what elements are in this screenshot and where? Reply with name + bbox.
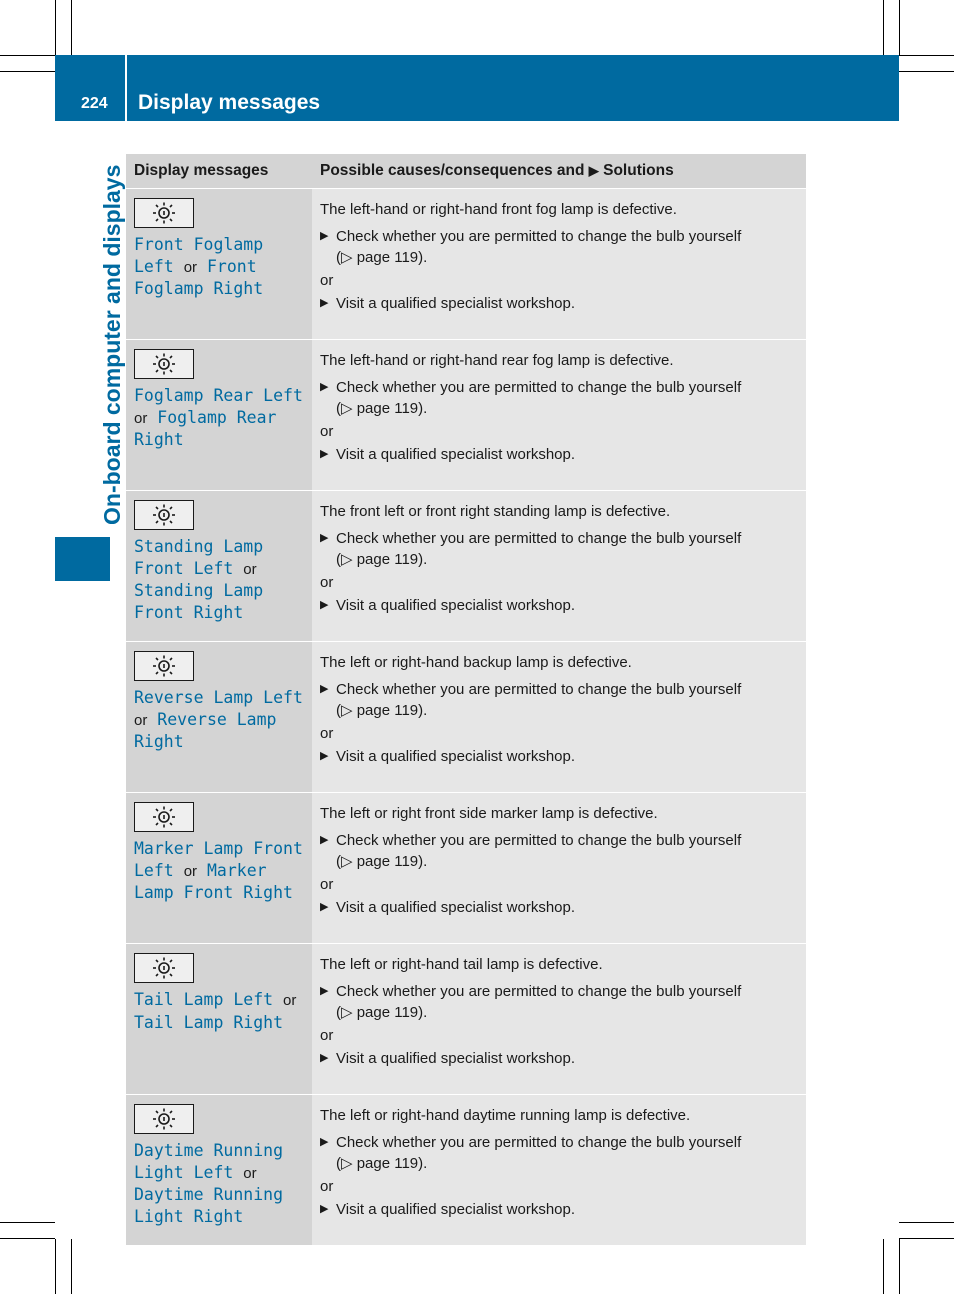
causes-solutions-cell <box>312 793 806 944</box>
message-primary: Foglamp Rear Left <box>134 386 303 405</box>
column-header-display-messages: Display messages <box>126 154 312 189</box>
cause-text: The left or right-hand tail lamp is defective. <box>320 956 603 973</box>
causes-solutions-cell <box>312 189 806 340</box>
step-arrow-icon: ▶ <box>320 381 329 393</box>
page-reference-link[interactable]: (▷ page 119). <box>336 400 428 417</box>
display-message-cell <box>126 189 312 340</box>
step-text <box>336 528 741 570</box>
cause-text: The left or right front side marker lamp is defective. <box>320 805 658 822</box>
header-divider <box>125 55 127 121</box>
message-primary: Reverse Lamp Left <box>134 688 303 707</box>
crop-mark <box>0 1238 55 1239</box>
or-text: or <box>320 1027 334 1044</box>
or-text: or <box>320 272 334 289</box>
table-row <box>126 642 806 793</box>
table-row <box>126 340 806 491</box>
solution-step <box>320 981 796 1023</box>
message-or: or <box>243 560 257 578</box>
crop-mark <box>0 71 55 72</box>
crop-mark <box>899 0 900 55</box>
step-arrow-icon: ▶ <box>320 448 329 460</box>
step-text <box>336 1132 741 1174</box>
message-primary: Marker Lamp Front Left <box>134 839 303 880</box>
step-arrow-icon: ▶ <box>320 532 329 544</box>
solution-step <box>320 528 796 570</box>
causes-solutions-cell <box>312 642 806 793</box>
display-message-cell <box>126 491 312 642</box>
message-text <box>134 838 304 904</box>
step-arrow-icon: ▶ <box>320 297 329 309</box>
column-header-causes-solutions <box>312 154 806 189</box>
page-reference-link[interactable]: (▷ page 119). <box>336 702 428 719</box>
step-arrow-icon: ▶ <box>320 985 329 997</box>
or-text: or <box>320 1178 334 1195</box>
message-alternate: Daytime Running Light Right <box>134 1185 284 1226</box>
causes-solutions-cell <box>312 1095 806 1246</box>
message-text <box>134 1140 304 1227</box>
causes-solutions-cell <box>312 340 806 491</box>
message-text <box>134 234 304 300</box>
display-message-cell <box>126 340 312 491</box>
table-row <box>126 491 806 642</box>
chapter-tab <box>55 537 110 581</box>
message-text <box>134 385 304 451</box>
message-or: or <box>134 409 148 427</box>
page-reference-link[interactable]: (▷ page 119). <box>336 1004 428 1021</box>
step-workshop-text: Visit a qualified specialist workshop. <box>336 899 576 916</box>
message-or: or <box>283 992 297 1009</box>
bulb-warning-icon <box>134 1104 194 1134</box>
play-arrow-icon: ▶ <box>588 163 599 178</box>
or-text: or <box>320 876 334 893</box>
step-text <box>336 377 741 419</box>
step-arrow-icon: ▶ <box>320 230 329 242</box>
display-message-cell <box>126 1095 312 1246</box>
crop-mark <box>883 1239 884 1294</box>
step-arrow-icon: ▶ <box>320 901 329 913</box>
cause-text: The left-hand or right-hand front fog lamp is defective. <box>320 201 677 218</box>
table-row <box>126 189 806 340</box>
display-message-cell <box>126 793 312 944</box>
step-workshop-text: Visit a qualified specialist workshop. <box>336 295 576 312</box>
message-primary: Standing Lamp Front Left <box>134 537 264 578</box>
page-reference-link[interactable]: (▷ page 119). <box>336 853 428 870</box>
cause-text: The left or right-hand daytime running lamp is defective. <box>320 1107 691 1124</box>
crop-mark <box>0 1222 55 1223</box>
crop-mark <box>899 1239 900 1294</box>
page-header <box>55 55 899 121</box>
solution-step <box>320 1199 796 1220</box>
step-check-text: Check whether you are permitted to change the bulb yourself <box>336 1134 742 1151</box>
crop-mark <box>899 1238 954 1239</box>
header-solutions-text: Solutions <box>603 162 674 179</box>
bulb-warning-icon <box>134 651 194 681</box>
solution-step <box>320 830 796 872</box>
crop-mark <box>71 1239 72 1294</box>
page-reference-link[interactable]: (▷ page 119). <box>336 1155 428 1172</box>
solution-step <box>320 1132 796 1174</box>
step-arrow-icon: ▶ <box>320 834 329 846</box>
crop-mark <box>899 71 954 72</box>
message-text <box>134 536 304 623</box>
solution-step <box>320 444 796 465</box>
solution-step <box>320 377 796 419</box>
crop-mark <box>883 0 884 55</box>
crop-mark <box>0 55 55 56</box>
page-number: 224 <box>81 95 108 112</box>
step-arrow-icon: ▶ <box>320 1136 329 1148</box>
solution-step <box>320 679 796 721</box>
bulb-icon <box>151 806 177 828</box>
cause-text: The left or right-hand backup lamp is defective. <box>320 654 632 671</box>
step-check-text: Check whether you are permitted to change the bulb yourself <box>336 983 742 1000</box>
message-primary: Tail Lamp Left <box>134 990 274 1009</box>
step-arrow-icon: ▶ <box>320 683 329 695</box>
message-alternate: Standing Lamp Front Right <box>134 581 264 622</box>
message-or: or <box>183 862 198 880</box>
step-check-text: Check whether you are permitted to change the bulb yourself <box>336 681 742 698</box>
or-text: or <box>320 725 334 742</box>
page-reference-link[interactable]: (▷ page 119). <box>336 249 428 266</box>
bulb-warning-icon <box>134 953 194 983</box>
step-check-text: Check whether you are permitted to change the bulb yourself <box>336 228 742 245</box>
table-row <box>126 944 806 1095</box>
chapter-title: On-board computer and displays <box>99 164 125 525</box>
bulb-icon <box>151 202 177 224</box>
message-primary: Front Foglamp Left <box>134 235 264 276</box>
message-or: or <box>134 711 148 729</box>
solution-step <box>320 595 796 616</box>
step-check-text: Check whether you are permitted to change the bulb yourself <box>336 832 742 849</box>
bulb-icon <box>151 504 177 526</box>
solution-step <box>320 293 796 314</box>
step-workshop-text: Visit a qualified specialist workshop. <box>336 1201 576 1218</box>
solution-step <box>320 226 796 268</box>
causes-solutions-cell <box>312 491 806 642</box>
crop-mark <box>899 55 954 56</box>
page-reference-link[interactable]: (▷ page 119). <box>336 551 428 568</box>
message-alternate: Foglamp Rear Right <box>134 407 277 449</box>
message-alternate: Tail Lamp Right <box>134 1012 284 1032</box>
message-primary: Daytime Running Light Left <box>134 1141 284 1182</box>
cause-text: The front left or front right standing lamp is defective. <box>320 503 671 520</box>
step-arrow-icon: ▶ <box>320 1052 329 1064</box>
crop-mark <box>55 1239 56 1294</box>
bulb-warning-icon <box>134 198 194 228</box>
bulb-warning-icon <box>134 500 194 530</box>
message-alternate: Marker Lamp Front Right <box>134 860 293 902</box>
step-workshop-text: Visit a qualified specialist workshop. <box>336 597 576 614</box>
message-or: or <box>183 258 198 276</box>
step-text <box>336 679 741 721</box>
or-text: or <box>320 423 334 440</box>
step-workshop-text: Visit a qualified specialist workshop. <box>336 748 576 765</box>
step-text <box>336 981 741 1023</box>
or-text: or <box>320 574 334 591</box>
message-alternate: Reverse Lamp Right <box>134 709 277 751</box>
bulb-warning-icon <box>134 802 194 832</box>
crop-mark <box>899 1222 954 1223</box>
message-text <box>134 687 304 753</box>
solution-step <box>320 746 796 767</box>
table-row <box>126 793 806 944</box>
step-arrow-icon: ▶ <box>320 1203 329 1215</box>
step-workshop-text: Visit a qualified specialist workshop. <box>336 446 576 463</box>
message-or: or <box>243 1164 257 1182</box>
step-text <box>336 226 741 268</box>
solution-step <box>320 897 796 918</box>
crop-mark <box>55 0 56 55</box>
table-header-row <box>126 154 806 189</box>
causes-solutions-cell <box>312 944 806 1095</box>
bulb-icon <box>151 957 177 979</box>
step-arrow-icon: ▶ <box>320 599 329 611</box>
display-message-cell <box>126 642 312 793</box>
bulb-icon <box>151 353 177 375</box>
step-check-text: Check whether you are permitted to change the bulb yourself <box>336 379 742 396</box>
cause-text: The left-hand or right-hand rear fog lamp is defective. <box>320 352 674 369</box>
crop-mark <box>71 0 72 55</box>
step-text <box>336 830 741 872</box>
display-messages-table <box>126 154 806 1245</box>
header-causes-text: Possible causes/consequences and <box>320 162 585 179</box>
display-message-cell <box>126 944 312 1095</box>
message-alternate: Front Foglamp Right <box>134 256 264 298</box>
message-text <box>134 989 304 1033</box>
solution-step <box>320 1048 796 1069</box>
bulb-warning-icon <box>134 349 194 379</box>
bulb-icon <box>151 655 177 677</box>
step-check-text: Check whether you are permitted to change the bulb yourself <box>336 530 742 547</box>
step-workshop-text: Visit a qualified specialist workshop. <box>336 1050 576 1067</box>
bulb-icon <box>151 1108 177 1130</box>
section-title: Display messages <box>138 91 321 114</box>
table-row <box>126 1095 806 1246</box>
step-arrow-icon: ▶ <box>320 750 329 762</box>
